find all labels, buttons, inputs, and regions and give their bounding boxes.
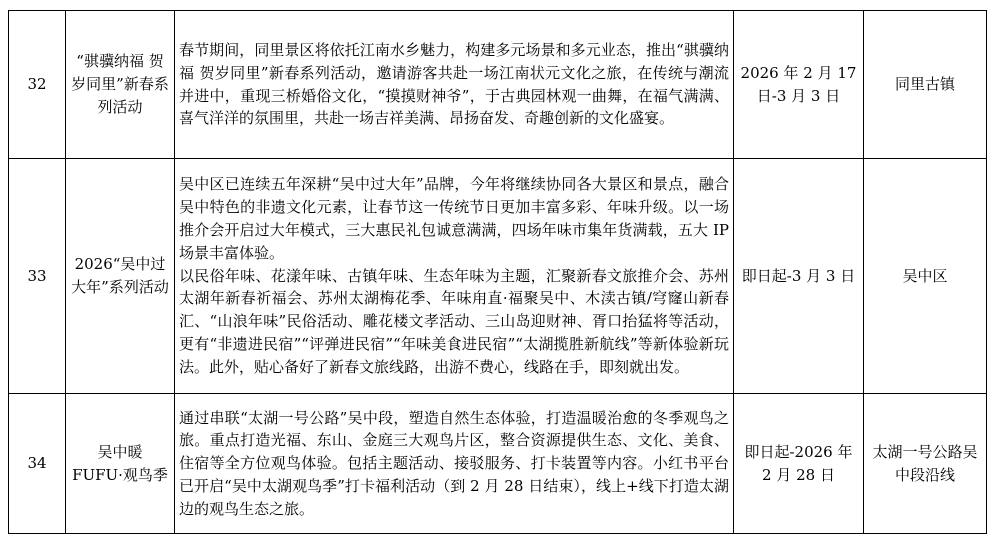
event-location: 同里古镇 [864, 11, 987, 159]
description-paragraph: 春节期间，同里景区将依托江南水乡魅力，构建多元场景和多元业态，推出“骐骥纳福 贺岁同里”新春系列活动，邀请游客共赴一场江南状元文化之旅，在传统与潮流并进中，重现三桥婚俗文化，“摸摸财神爷”，于古典园林观一曲舞，在福气满满、喜气洋洋的氛围里，共赴一场吉祥美满、昂扬奋发、奇趣创新的文化盛宴。 [179, 40, 729, 128]
event-description [175, 159, 734, 394]
event-name: “骐骥纳福 贺岁同里”新春系列活动 [66, 11, 175, 159]
row-number: 32 [9, 11, 66, 159]
event-date: 即日起-3 月 3 日 [734, 159, 864, 394]
event-date: 2026 年 2 月 17 日-3 月 3 日 [734, 11, 864, 159]
description-paragraph: 通过串联“太湖一号公路”吴中段，塑造自然生态体验，打造温暖治愈的冬季观鸟之旅。重点打造光福、东山、金庭三大观鸟片区，整合资源提供生态、文化、美食、住宿等全方位观鸟体验。包括主题活动、接驳服务、打卡装置等内容。小红书平台已开启“吴中太湖观鸟季”打卡福利活动（到 2 月 28 日结束），线上+线下打造太湖边的观鸟生态之旅。 [179, 408, 729, 518]
row-number: 34 [9, 394, 66, 534]
event-location: 吴中区 [864, 159, 987, 394]
events-table [8, 10, 987, 534]
event-name: 2026“吴中过大年”系列活动 [66, 159, 175, 394]
event-date: 即日起-2026 年 2 月 28 日 [734, 394, 864, 534]
description-paragraph: 以民俗年味、花漾年味、古镇年味、生态年味为主题，汇聚新春文旅推介会、苏州太湖年新春祈福会、苏州太湖梅花季、年味甪直·福聚吴中、木渎古镇/穹窿山新春汇、“山浪年味”民俗活动、雕花楼文孝活动、三山岛迎财神、胥口抬猛将等活动，更有“非遗进民宿”“评弹进民宿”“年味美食进民宿”“太湖揽胜新航线”等新体验新玩法。此外，贴心备好了新春文旅线路，出游不费心，线路在手，即刻就出发。 [179, 266, 729, 376]
row-number: 33 [9, 159, 66, 394]
table-row [9, 159, 987, 394]
table-row [9, 394, 987, 534]
table-row [9, 11, 987, 159]
event-description [175, 394, 734, 534]
event-description [175, 11, 734, 159]
event-location: 太湖一号公路吴中段沿线 [864, 394, 987, 534]
description-paragraph: 吴中区已连续五年深耕“吴中过大年”品牌，今年将继续协同各大景区和景点，融合吴中特色的非遗文化元素，让春节这一传统节日更加丰富多彩、年味升级。以一场推介会开启过大年模式，三大惠民礼包诚意满满，四场年味市集年货满载，五大 IP 场景丰富体验。 [179, 175, 729, 262]
event-name: 吴中暖 FUFU·观鸟季 [66, 394, 175, 534]
